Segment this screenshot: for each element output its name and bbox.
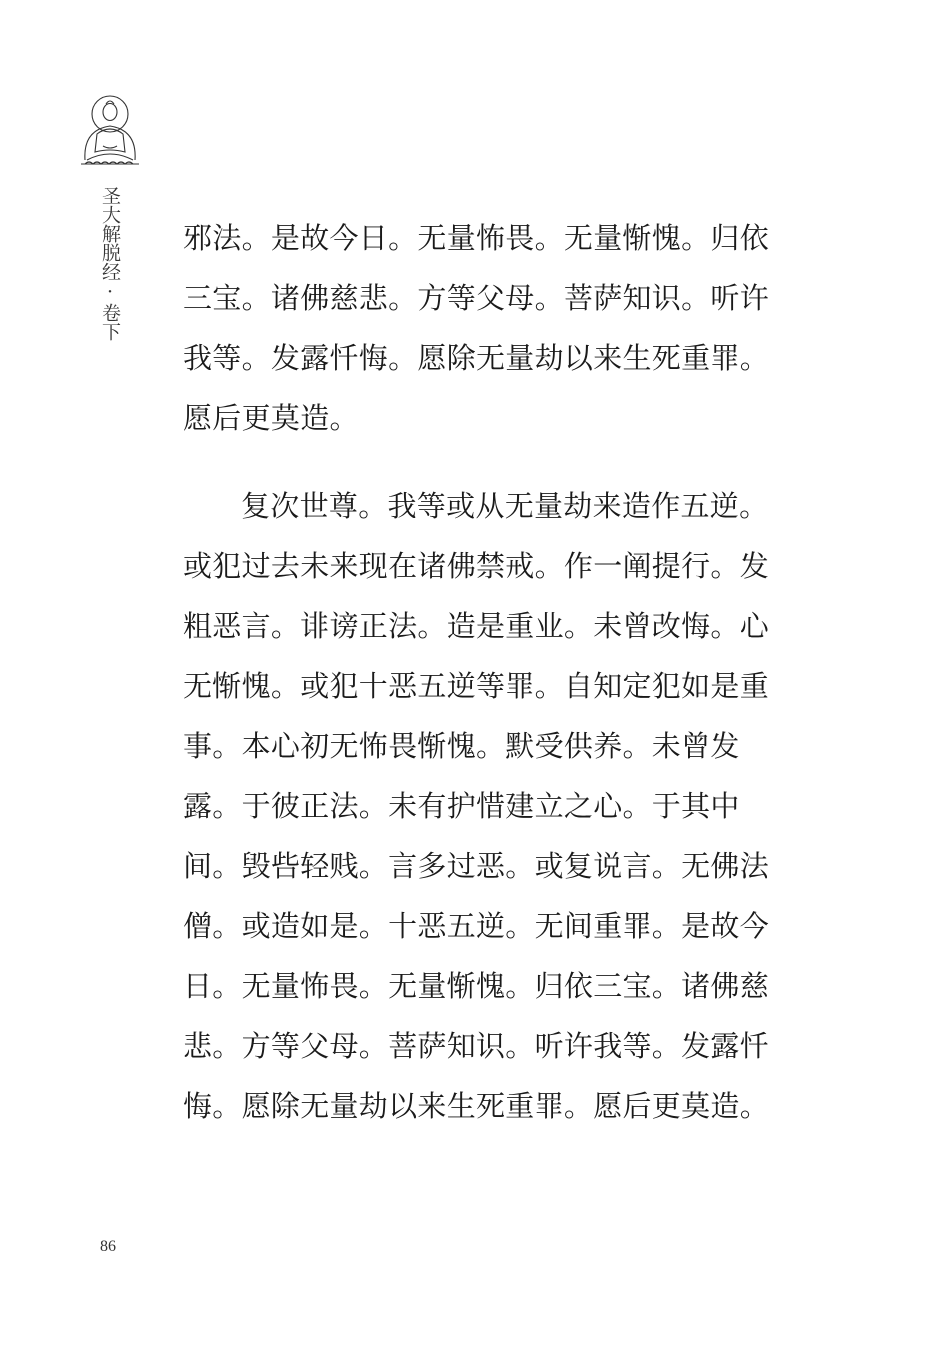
paragraph-1 bbox=[183, 208, 770, 448]
text-line: 露。于彼正法。未有护惜建立之心。于其中 bbox=[183, 789, 740, 823]
text-line: 邪法。是故今日。无量怖畏。无量惭愧。归依 bbox=[183, 221, 770, 255]
text-line: 复次世尊。我等或从无量劫来造作五逆。 bbox=[241, 489, 769, 523]
text-line: 日。无量怖畏。无量惭愧。归依三宝。诸佛慈 bbox=[183, 969, 770, 1003]
running-head: 圣大解脱经·卷下 bbox=[99, 186, 121, 341]
text-line: 三宝。诸佛慈悲。方等父母。菩萨知识。听许 bbox=[183, 281, 770, 315]
text-line: 僧。或造如是。十恶五逆。无间重罪。是故今 bbox=[183, 909, 770, 943]
paragraph-2 bbox=[183, 476, 770, 1136]
text-line: 我等。发露忏悔。愿除无量劫以来生死重罪。 bbox=[183, 341, 770, 375]
text-line: 间。毁呰轻贱。言多过恶。或复说言。无佛法 bbox=[183, 849, 770, 883]
text-line: 无惭愧。或犯十恶五逆等罪。自知定犯如是重 bbox=[183, 669, 770, 703]
text-line: 悲。方等父母。菩萨知识。听许我等。发露忏 bbox=[183, 1029, 770, 1063]
page-number: 86 bbox=[100, 1238, 116, 1255]
buddha-emblem-icon bbox=[75, 90, 145, 170]
text-line: 悔。愿除无量劫以来生死重罪。愿后更莫造。 bbox=[183, 1089, 770, 1123]
text-line: 粗恶言。诽谤正法。造是重业。未曾改悔。心 bbox=[183, 609, 770, 643]
text-line: 或犯过去未来现在诸佛禁戒。作一阐提行。发 bbox=[183, 549, 770, 583]
body-text bbox=[183, 208, 770, 1136]
text-line: 愿后更莫造。 bbox=[183, 401, 359, 435]
text-line: 事。本心初无怖畏惭愧。默受供养。未曾发 bbox=[183, 729, 740, 763]
